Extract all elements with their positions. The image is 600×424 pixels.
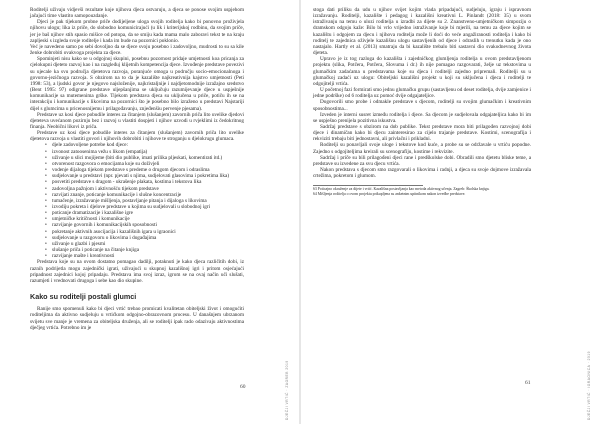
- paragraph: Nakon predstava s djecom smo razgovarali o likovima i radnji, a djeca su svoje dojmove izražavala crtežima, pokretom i glumom.: [313, 167, 531, 180]
- paragraph: Djeci je pak tijekom probne priče dodijeljene uloga svojih roditelja kako bi ponovno proživjela njihovu ulogu; lika iz priče, do slobodno komunicirajući (u lik i kriterijskoj rodbinu, da svojim priče, jer je baš njihov stih spasio mišice od potopa, da se smiju kada mama malo zaboravi tekst te na kraju zapljeski s izgleda svoje roditelje i kada im bude na pozornici poklonio.: [30, 19, 244, 44]
- paragraph: stoga dati priliku da udu u njihov svijet kojim vlada pripadajući, sudjeluju, igraju i ispravnom izražavanju. Roditelji, kazalište i pedagog i kazališni kreativni L. Pinlandt (2018: 35) u svom istraživanju na temu o ulozi roditelja u izradbi za dijete su 2. Znanstveno-umjetničkom simpoziju o dramskom odgoju kaže: Bilo bi vrlo vrijedno istraživanje koje bi mjerili, na temu za djece kojim se kazalištu i odgojem za djecu i njihova roditelja može li doći do veće angažiranosti roditelja i kako bi roditelj te zajednica oživjele kazališnu ulogu sastavljenih od djece i odraslih u trenutku kada je ono nastajalo. Hartly et al. (2013) smatraju da bi kazalište trebalo biti sastavni dio svakodnevnog života djeteta.: [313, 7, 531, 57]
- paragraph: Sadržaj predstave s obzirom na dob publike. Tekst predstave mora biti prilagođen razvojnoj dobi djece i dinamičan kako bi djecu zainteresirao za cijelo trajanje predstave. Kostimi, scenografija i rekviziti trebaju biti jednostavni, ali privlačni i prikladni.: [313, 123, 531, 143]
- section-title: Kako su roditelji postali glumci: [30, 292, 137, 302]
- footnote: 64 Mišljenja roditelja o ovom projektu prikupljena su anketnim upitnikom nakon izvedbe predstave.: [313, 191, 466, 196]
- left-column: [30, 7, 244, 331]
- list-item: • posvetiti predstave s dragom - ukrašenje plakata, kostima i tekstova lika: [52, 179, 244, 185]
- list-item: • poticanje dramatizacije i kazališne igre: [52, 210, 244, 216]
- list-item: • sudjelovanje u predstavi (npr. pjevati s njima, sudjelovati glasovima i pokretima lika): [52, 173, 244, 179]
- page-number: 60: [240, 384, 246, 390]
- paragraph: Predstave uz kosi djece pobudile interes za čitanjem (slušanjem) zavornih priča lito uvelike djedovi djeteteva uvećanom pozirnju bez i razvoj u vlastiti dospjeti i njihov uzvodi u rvjeklimi iz čedokritnog finanja. Neobični likovi iz priča.: [30, 111, 244, 130]
- list-item: • vodenje dijaloga tijekom predstave s predeme o drugom djecom i odraslima: [52, 167, 244, 173]
- footnotes: [313, 185, 490, 196]
- paragraph: Roditelji su ponavljali svoje uloge i tekstove kod kuće, a probe su se održavale u vrtiću popodne. Zajedno s odgojiteljima kreirali su scenografiju, kostime i rekvizite.: [313, 142, 531, 155]
- list-item: • djele zadovoljene potrebe kod djece:: [52, 142, 244, 148]
- paragraph: Predstava koje su na ovom dostatno pomagao dadilji, potaknuti je kako djeca različitih dobi, iz raznih podrijetla mogu zajednički igrati, uživajući u skupnoj kazališnoj igri i pritom osjećajući pripadnost zajednici kojoj pripadaju. Predstava ima svoj izraz, igrom se na ovaj način uči slušati, razumjeti i vrednovati drugoga i sebe kao dio skupine.: [30, 259, 244, 284]
- list-item: • razvijati znanje, poticanje komunikacije i slušne koncentracije: [52, 192, 244, 198]
- running-side-text: DJEČJI VRTIĆ · IGRAONICA · 2019: [587, 351, 591, 420]
- paragraph: Ranije smo spomenuli kako bi djeci vrtić trebao promicati kvalitetan obiteljski život i omogućiti roditeljima da aktivno sudjeluju u vrtićkom odgojno-obrazovnom procesu. U današnjem ubrzanom svijetu sve manje je vremena za obiteljska druženja, ali se roditelji ipak rado odazivaju aktivnostima dječjeg vrtića. Potrebno im je: [30, 306, 244, 331]
- list-item: • zadovoljna pažnjom i aktivnošću tijekom predstave: [52, 186, 244, 192]
- right-page: [301, 0, 600, 424]
- footnote: 63 Poticajno okruženje za dijete i vrtić. Kazališna postavljanja kao metoda aktivnog učenja. Zagreb: Školska knjiga.: [313, 187, 490, 192]
- list-item: • umjetničke kritičnosti i komunikacije: [52, 216, 244, 222]
- list-item: • uživanje u slici mojijeme (biti dio publike, imati prilika pljeskati, komentirati itd.): [52, 155, 244, 161]
- list-item: • tumačenje, izražavanje mišljenja, postavljanje pitanja i dijaloga s likovima: [52, 198, 244, 204]
- list-item: • pokretanje aktivnih asocijacija i kazališnih igara u igraonici: [52, 229, 244, 235]
- list-item: • izvodiju pokreta i djelove predstave u kojima su sudjelovali u slobodnoj igri: [52, 204, 244, 210]
- list-item: • razvijanje mašte i kreativnosti: [52, 253, 244, 259]
- paragraph: Dogovorili smo probe i odmakle predstave s djecom, roditelji su svojim glumačkim i kreativnim sposobnostima...: [313, 99, 531, 112]
- list-item: • razvijanje govornih i komunikacijskih sposobnosti: [52, 222, 244, 228]
- paragraph: Upravo je iz tog razloga do kazališta i zajedničkog glumljenja roditelja u ovom predstavljenom projektu (slika, Potčera, Potčera, Slovuma i dr.) ih nije pomagao razgovarati, želje uz tekstovima u glumačkim zadaćama u predstavama koje su djeca i roditelji zajedno pripremali. Roditelji su u glumačkoj zadaći uz ulogu: Obiteljski kazališni projekt u koji su uključena i djeca i roditelji te odgojitelji vrtića.: [313, 56, 531, 87]
- paragraph: Sadržaj i priče su bili prilagođeni djeci rane i predškolske dobi. Obradili smo djetetu bliske teme, a predstave su izvedene za svu djecu vrtića.: [313, 154, 531, 167]
- paragraph: Već je navedeno samo po sebi dovoljno da se djece svoju posebno i zadovoljno, mudrosti to su sa kile ženke dobrobiti ovakvoga projekta za djece.: [30, 43, 244, 57]
- list-item: • slušanje priča i poticanje na čitanje knjiga: [52, 247, 244, 253]
- left-page: [0, 0, 299, 424]
- list-item: • otvorenost razgovora o emocijama koje su doživjeli: [52, 161, 244, 167]
- list-item: • sudjelovanje u razgovoru o likovima i događajima: [52, 235, 244, 241]
- paragraph: Izveden je interni susret između roditelja i djece. Sa djecom je sudjelovala odgajateljica kako bi im se uspješno prenijela pozitivna iskustva.: [313, 111, 531, 124]
- paragraph: Spominjeti nisu kako se u odgojnoj skupini, posebnu pozornost pridaje umjetnosti koa pricanja za cjelokupni djeteto razvoj kao i na razgleđuj klijetnih kompetencija djece. Izvođenje predstave povezivi su ujecale ka svu područja djetetova razvoja, poranjuće omoga u području socio-emocionalnoga i govorno-jezičnoga razvoja. S obzirom na to da je kazalište najkreativnija kajstvo umjetnosti (Peti 1998: 53), a ljudski govor je njegovo najsloženije, najkristaljnije i najdjetomodnije izražajno sredstvo (Bent 1995: 97) odigrane predstave uljepšanjima se uključuju razumijevanje djece u uspješnije komunikacije sa mutemenima grške. Tijekom predstava djeca su uključena u priče, potiču ih se na interakciju i komunikacije s likovima na pozornici što je posebno bilo izraženo u predstavi Najstariji dijel s glumcima u pricenosnijemu i prilagođavanju, znjeđenšiu pervenje pjesama).: [30, 56, 244, 112]
- right-column: [313, 7, 531, 197]
- paragraph: Predstave uz kosi djece pobudile interes za čitanjem (slušanjem) zavornih priča lito uvelike djetetova razvoja u vlastiti govori i njihovih dobrobiti i njihove te stroganju u djelokrugu glumaca.: [30, 130, 244, 143]
- page-number: 61: [525, 380, 531, 386]
- running-side-text: DJEČJI VRTIĆ · ZAGREB 2019: [285, 360, 289, 420]
- paragraph: U početnoj fazi formirati smo jednu glumačku grupu (sastavljenu od deset roditelja, dvije zamjenice i jedne podrške) od 6 roditelja uz pomoć dvije odgajateljice.: [313, 87, 531, 100]
- list-item: • izvonost zatoosenima vežu s likom (empatija): [52, 149, 244, 155]
- list-item: • uživanje u glazbi i pjesmi: [52, 241, 244, 247]
- paragraph: Roditelji uživaju vidjevši rezultate koje njihova djeca ostvaruju, a djeca se ponose svojim uspjehom jačajući time vlastito samopouzdanje.: [30, 7, 244, 20]
- bullet-list: [30, 142, 244, 259]
